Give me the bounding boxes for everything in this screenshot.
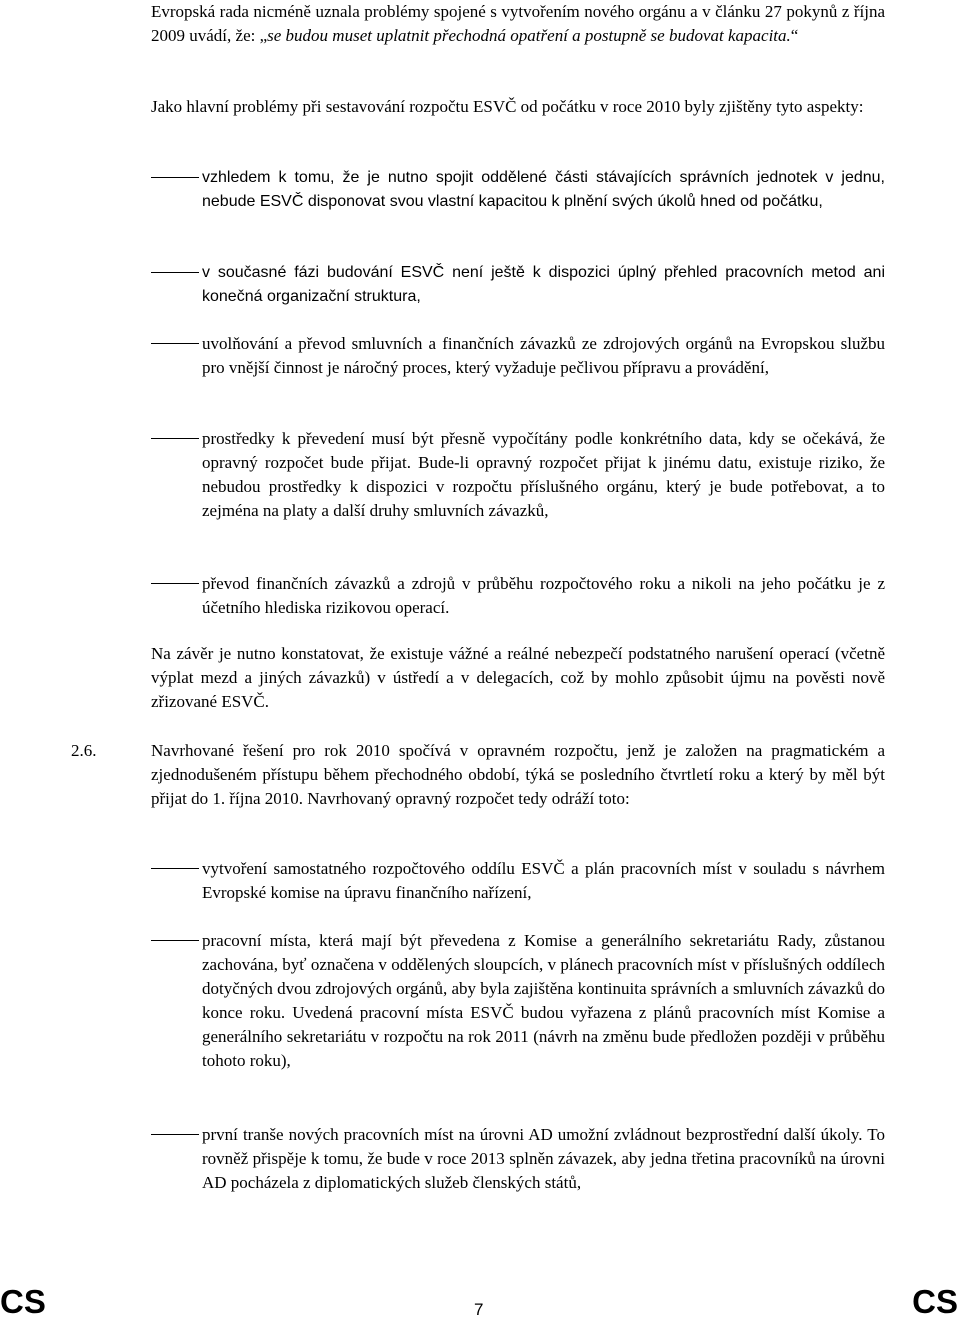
intro-text: Evropská rada nicméně uznala problémy spojené s vytvořením nového orgánu a v článku 27 pokynů z října 2009 uvádí, že: „: [151, 2, 885, 45]
list-item-text: převod finančních závazků a zdrojů v průběhu rozpočtového roku a nikoli na jeho počátku je z účetního hlediska rizikovou operací.: [202, 574, 885, 617]
dash-bullet: [151, 438, 199, 439]
dash-bullet: [151, 177, 199, 178]
dash-bullet: [151, 868, 199, 869]
conclusion-paragraph: Na závěr je nutno konstatovat, že existuje vážné a reálné nebezpečí podstatného narušení operací (včetně výplat mezd a jiných závazků) v ústředí a v delegacích, což by mohlo způsobit újmu na pověsti nově zřizované ESVČ.: [151, 644, 885, 711]
intro-quote: se budou muset uplatnit přechodná opatření a postupně se budovat kapacita.: [267, 26, 791, 45]
list-item-text: vytvoření samostatného rozpočtového oddílu ESVČ a plán pracovních míst v souladu s návrhem Evropské komise na úpravu finančního nařízení,: [202, 859, 885, 902]
list-item-text: pracovní místa, která mají být převedena z Komise a generálního sekretariátu Rady, zůstanou zachována, byť označena v oddělených sloupcích, v plánech pracovních míst v příslušných oddílech dotyčných dvou zdrojových orgánů, aby byla zajištěna kontinuita správních a smluvních závazků do konce roku. Uvedená pracovní místa ESVČ budou vyřazena z plánů pracovních míst Komise a generálního sekretariátu v rozpočtu na rok 2011 (návrh na změnu bude předložen později v průběhu tohoto roku),: [202, 931, 885, 1070]
dash-bullet: [151, 940, 199, 941]
list-item-text: první tranše nových pracovních míst na úrovni AD umožní zvládnout bezprostřední další úkoly. To rovněž přispěje k tomu, že bude v roce 2013 splněn závazek, aby jedna třetina pracovníků na úrovni AD pocházela z diplomatických služeb členských států,: [202, 1125, 885, 1192]
list-item-text: v současné fázi budování ESVČ není ještě k dispozici úplný přehled pracovních metod ani konečná organizační struktura,: [202, 264, 885, 305]
page-number: 7: [474, 1300, 484, 1319]
list-item-text: prostředky k převedení musí být přesně vypočítány podle konkrétního data, kdy se očekává, že opravný rozpočet bude přijat. Bude-li opravný rozpočet přijat k jinému datu, existuje riziko, že nebudou prostředky k dispozici v rozpočtu příslušného orgánu, který je bude potřebovat, a to zejména na platy a další druhy smluvních závazků,: [202, 429, 885, 520]
problems-intro-paragraph: Jako hlavní problémy při sestavování rozpočtu ESVČ od počátku v roce 2010 byly zjištěny tyto aspekty:: [151, 97, 864, 116]
footer-language-right: CS: [912, 1283, 958, 1320]
section-paragraph: Navrhované řešení pro rok 2010 spočívá v opravném rozpočtu, jenž je založen na pragmatickém a zjednodušeném přístupu během přechodného období, týká se posledního čtvrtletí roku a který by měl být přijat do 1. října 2010. Navrhovaný opravný rozpočet tedy odráží toto:: [151, 741, 885, 808]
list-item-text: uvolňování a převod smluvních a finančních závazků ze zdrojových orgánů na Evropskou službu pro vnější činnost je náročný proces, který vyžaduje pečlivou přípravu a provádění,: [202, 334, 885, 377]
section-number: 2.6.: [71, 741, 97, 760]
intro-paragraph: [151, 0, 885, 48]
intro-quote-close: “: [790, 26, 799, 45]
list-item-text: vzhledem k tomu, že je nutno spojit oddělené části stávajících správních jednotek v jednu, nebude ESVČ disponovat svou vlastní kapacitou k plnění svých úkolů hned od počátku,: [202, 169, 885, 210]
dash-bullet: [151, 343, 199, 344]
dash-bullet: [151, 272, 199, 273]
dash-bullet: [151, 583, 199, 584]
dash-bullet: [151, 1134, 199, 1135]
footer-language-left: CS: [0, 1283, 46, 1320]
